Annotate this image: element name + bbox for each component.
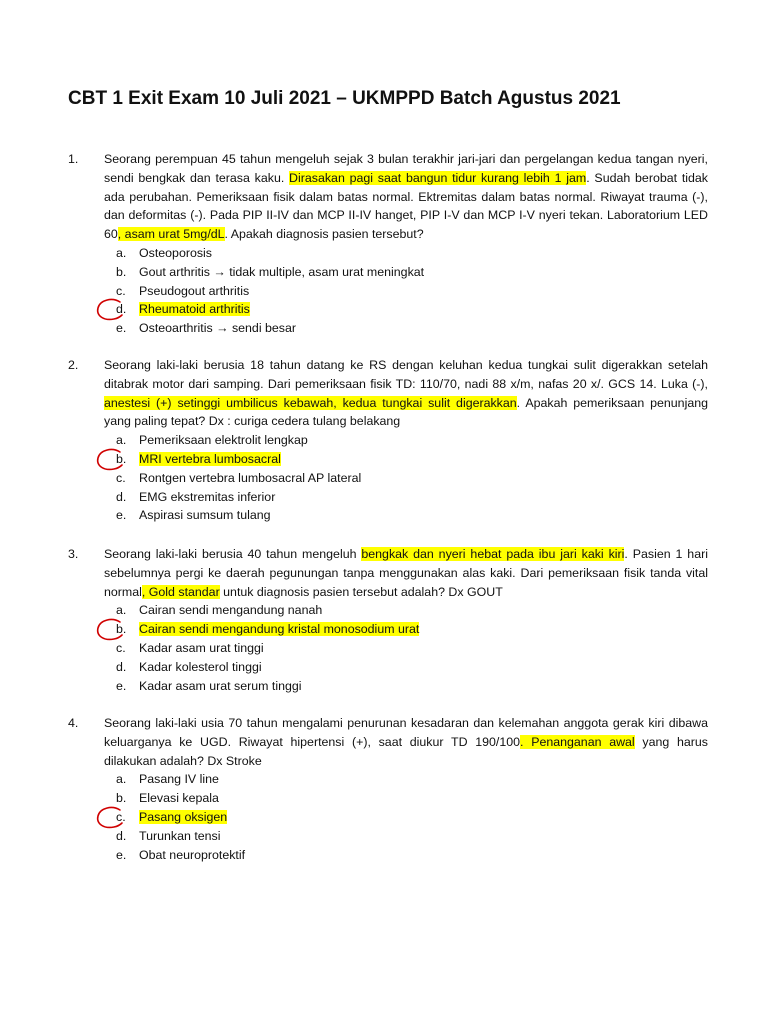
highlighted-text: Dirasakan pagi saat bangun tidur kurang lebih 1 jam <box>289 170 587 185</box>
option-letter: c. <box>116 640 126 655</box>
option-text: Aspirasi sumsum tulang <box>139 508 271 523</box>
option-d <box>116 658 708 677</box>
option-letter: e. <box>116 847 127 862</box>
question-number: 1. <box>68 152 79 166</box>
option-letter: a. <box>116 603 127 618</box>
question-text-segment: . Apakah pemeriksaan penunjang yang paling tepat? Dx : curiga cedera tulang belakang <box>104 395 708 429</box>
answer-options <box>116 431 708 525</box>
option-letter: d. <box>116 828 127 843</box>
answer-options <box>116 244 708 338</box>
option-text: Obat neuroprotektif <box>139 847 246 862</box>
option-letter: a. <box>116 772 127 787</box>
highlighted-text: anestesi (+) setinggi umbilicus kebawah, kedua tungkai sulit digerakkan <box>104 395 517 410</box>
option-letter: b. <box>116 264 127 279</box>
question-number: 4. <box>68 716 79 730</box>
highlighted-text: , Gold standar <box>141 584 220 599</box>
option-b <box>116 263 708 282</box>
question-text-segment: Seorang laki-laki berusia 40 tahun mengeluh <box>104 547 362 561</box>
question-text-segment: Seorang laki-laki berusia 18 tahun datang ke RS dengan keluhan kedua tungkai sulit digerakkan setelah ditabrak motor dari samping. Dari pemeriksaan fisik TD: 110/70, nadi 88 x/m, nafas 20 x/. GCS 14. Luka (-), <box>104 358 708 391</box>
option-e <box>116 319 708 338</box>
option-text: Kadar asam urat tinggi <box>139 640 264 655</box>
option-text: Gout arthritis → tidak multiple, asam urat meningkat <box>139 264 425 279</box>
option-text: Turunkan tensi <box>139 828 221 843</box>
question-text-segment: untuk diagnosis pasien tersebut adalah? Dx GOUT <box>219 584 503 599</box>
option-text-highlighted: MRI vertebra lumbosacral <box>139 451 281 466</box>
option-a <box>116 244 708 263</box>
option-letter: e. <box>116 321 127 336</box>
question-1 <box>68 150 708 354</box>
option-b <box>116 450 708 469</box>
option-text: Elevasi kepala <box>139 791 219 806</box>
option-letter: a. <box>116 433 127 448</box>
option-text: Osteoarthritis → sendi besar <box>139 321 297 336</box>
option-e <box>116 506 708 525</box>
option-c <box>116 639 708 658</box>
option-letter: b. <box>116 622 127 637</box>
option-letter: d. <box>116 659 127 674</box>
question-text-segment: . Pasien 1 hari sebelumnya pergi ke daerah pegunungan tanpa menggunakan alas kaki. Dari pemeriksaan fisik tanda vital normal <box>104 547 708 599</box>
question-4 <box>68 714 708 880</box>
question-text-segment: yang harus dilakukan adalah? Dx Stroke <box>104 734 708 768</box>
option-letter: b. <box>116 791 127 806</box>
question-text-segment: . Apakah diagnosis pasien tersebut? <box>224 227 424 242</box>
option-text: Pseudogout arthritis <box>139 283 250 298</box>
option-b <box>116 789 708 808</box>
option-text-highlighted: Pasang oksigen <box>139 809 228 824</box>
option-a <box>116 431 708 450</box>
option-text: Kadar asam urat serum tinggi <box>139 678 302 693</box>
option-letter: c. <box>116 283 126 298</box>
option-d <box>116 827 708 846</box>
option-text: Rontgen vertebra lumbosacral AP lateral <box>139 470 362 485</box>
option-letter: a. <box>116 245 127 260</box>
option-c <box>116 282 708 301</box>
answer-options <box>116 601 708 695</box>
option-a <box>116 601 708 620</box>
highlighted-text: bengkak dan nyeri hebat pada ibu jari kaki kiri <box>361 547 625 561</box>
option-letter: e. <box>116 508 127 523</box>
option-text: Osteoporosis <box>139 245 213 260</box>
option-letter: e. <box>116 678 127 693</box>
question-text-segment: . Sudah berobat tidak ada perubahan. Pemeriksaan fisik dalam batas normal. Ektremitas dalam batas normal. Riwayat trauma (-), dan deformitas (-). Pada PIP II-IV dan MCP II-IV hanget, PIP I-V dan MCP I-V nyeri tekan. Laboratorium LED 60 <box>104 170 708 242</box>
question-3 <box>68 545 708 711</box>
option-letter: c. <box>116 470 126 485</box>
question-text <box>104 714 708 770</box>
question-number: 3. <box>68 547 79 561</box>
option-d <box>116 300 708 319</box>
question-2 <box>68 356 708 541</box>
option-text: Pasang IV line <box>139 772 219 787</box>
option-letter: b. <box>116 451 127 466</box>
option-text: EMG ekstremitas inferior <box>139 489 276 504</box>
option-c <box>116 469 708 488</box>
option-text-highlighted: Rheumatoid arthritis <box>139 302 250 317</box>
option-letter: c. <box>116 809 126 824</box>
option-letter: d. <box>116 302 127 317</box>
question-text-segment: Seorang perempuan 45 tahun mengeluh sejak 3 bulan terakhir jari-jari dan pergelangan kedua tangan nyeri, sendi bengkak dan terasa kaku. <box>104 152 708 185</box>
question-text <box>104 150 708 244</box>
option-text: Cairan sendi mengandung nanah <box>139 603 323 618</box>
option-e <box>116 677 708 696</box>
option-text: Kadar kolesterol tinggi <box>139 659 262 674</box>
highlighted-text: , asam urat 5mg/dL <box>117 227 225 242</box>
option-b <box>116 620 708 639</box>
question-number: 2. <box>68 358 79 372</box>
answer-options <box>116 770 708 864</box>
question-text <box>104 356 708 431</box>
option-a <box>116 770 708 789</box>
option-c <box>116 808 708 827</box>
page-title: CBT 1 Exit Exam 10 Juli 2021 – UKMPPD Batch Agustus 2021 <box>68 88 621 109</box>
highlighted-text: . Penanganan awal <box>520 734 635 749</box>
option-letter: d. <box>116 489 127 504</box>
question-text-segment: Seorang laki-laki usia 70 tahun mengalami penurunan kesadaran dan kelemahan anggota gerak kiri dibawa keluarganya ke UGD. Riwayat hipertensi (+), saat diukur TD 190/100 <box>104 716 708 749</box>
question-text <box>104 545 708 601</box>
option-d <box>116 488 708 507</box>
option-text: Pemeriksaan elektrolit lengkap <box>139 433 308 448</box>
option-e <box>116 846 708 865</box>
option-text-highlighted: Cairan sendi mengandung kristal monosodium urat <box>139 622 420 637</box>
